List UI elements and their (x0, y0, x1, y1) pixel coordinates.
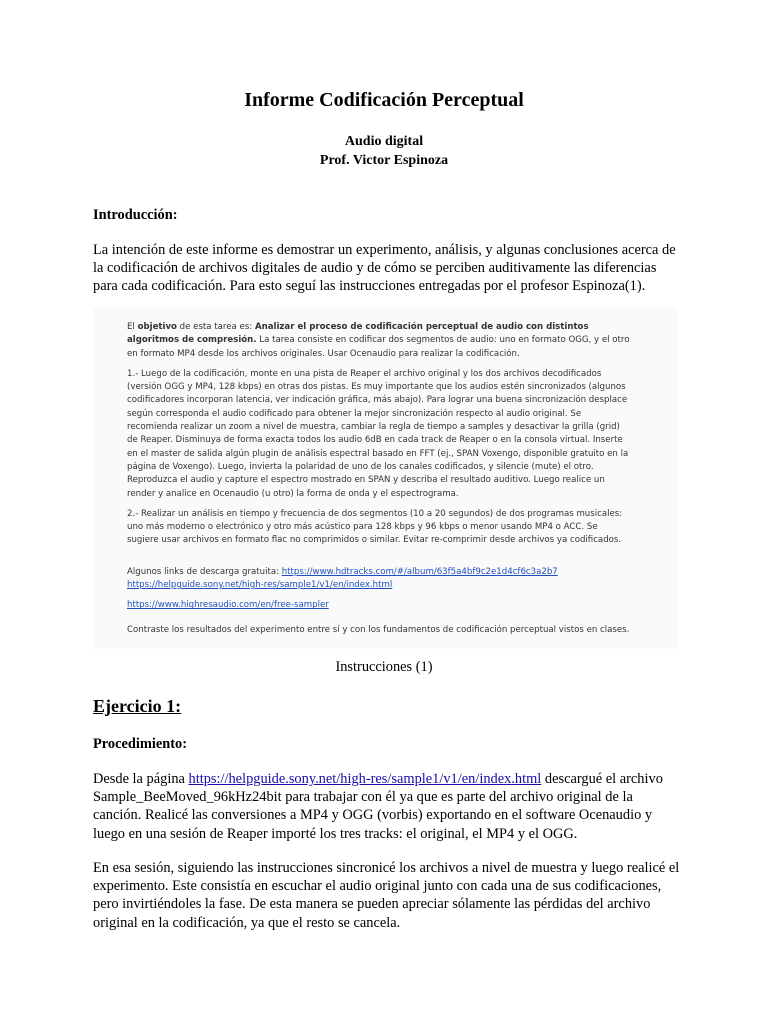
document-title: Informe Codificación Perceptual (244, 89, 524, 111)
instructions-step-1: 1.- Luego de la codificación, monte en una pista de Reaper el archivo original y los dos archivos decodificados (versión OGG y MP4, 128 kbps) en otras dos pistas. Es muy importante que los audios estén sincronizados (algunos codificadores incorporan latencia, ver indicación gráfica, más abajo). Para lograr una buena sincronización desplace según corresponda el audio codificado para obtener la mejor sincronización respecto al audio original. Se recomienda realizar un zoom a nivel de muestra, cambiar la regla de tiempo a samples y desactivar la grilla (grid) de Reaper. Disminuya de forma exacta todos los audio 6dB en cada track de Reaper o en la consola virtual. Inserte en el master de salida algún plugin de análisis espectral basado en FFT (ej., SPAN Voxengo, disponible gratuito en la página de Voxengo). Luego, invierta la polaridad de uno de los canales codificados, y silencie (mute) el otro. Reproduzca el audio y capture el espectro mostrado en SPAN y describa el resultado auditivo. Luego realice un render y analice en Ocenaudio (u otro) la forma de onda y el espectrograma. (127, 368, 629, 499)
instructions-objective (127, 321, 632, 361)
objective-label: objetivo (137, 322, 177, 332)
links-label: Algunos links de descarga gratuita: (127, 566, 282, 577)
figure-caption: Instrucciones (1) (335, 659, 433, 675)
procedure-text-after-link: descargué el archivo Sample_BeeMoved_96kHz24bit para trabajar con él ya que es parte del archivo original de la canción. Realicé las conversiones a MP4 y OGG (vorbis) exportando en el software Ocenaudio y luego en una sesión de Reaper importé los tres tracks: el original, el MP4 y el OGG. (93, 771, 663, 842)
instructions-step-2: 2.- Realizar un análisis en tiempo y frecuencia de dos segmentos (10 a 20 segundos) de dos programas musicales: uno más moderno o electrónico y otro más acústico para 128 kbps y 96 kbps o menor usando MP4 o ACC. Se sugiere usar archivos en formato flac no comprimidos o similar. Evitar re-comprimir desde archivos ya codificados. (127, 508, 623, 546)
download-links (127, 566, 632, 593)
procedure-paragraph-2: En esa sesión, siguiendo las instrucciones sincronicé los archivos a nivel de muestra y luego realicé el experimento. Este consistía en escuchar el audio original junto con cada una de sus codificaciones, pero invirtiéndoles la fase. De esta manera se pueden apreciar sólamente las pérdidas del archivo original en la codificación, ya que el resto se cancela. (93, 860, 680, 931)
objective-text-a: El (127, 322, 138, 332)
instructions-closing: Contraste los resultados del experimento entre sí y con los fundamentos de codificación perceptual vistos en clases. (127, 624, 630, 635)
link-sony-helpguide[interactable]: https://helpguide.sony.net/high-res/sample1/v1/en/index.html (127, 580, 393, 591)
objective-goal: Analizar el proceso de codificación perceptual de audio con distintos algoritmos de compresión. (127, 322, 589, 346)
document-author: Prof. Victor Espinoza (319, 153, 449, 168)
objective-text-c: de esta tarea es: (176, 322, 255, 332)
intro-heading: Introducción: (93, 207, 178, 223)
link-hdtracks[interactable]: https://www.hdtracks.com/#/album/63f5a4bf9c2e1d4cf6c3a2b7 (281, 566, 558, 577)
exercise-heading: Ejercicio 1: (93, 696, 182, 716)
procedure-heading: Procedimiento: (93, 736, 188, 752)
procedure-paragraph-1 (93, 770, 683, 843)
link-highresaudio[interactable]: https://www.highresaudio.com/en/free-sampler (127, 600, 329, 611)
procedure-sony-link[interactable]: https://helpguide.sony.net/high-res/sample1/v1/en/index.html (188, 771, 542, 787)
instructions-image (93, 307, 678, 649)
procedure-text-before-link: Desde la página (93, 771, 189, 787)
document-subtitle: Audio digital (344, 134, 424, 149)
instructions-text (127, 321, 632, 637)
intro-paragraph: La intención de este informe es demostrar un experimento, análisis, y algunas conclusiones acerca de la codificación de archivos digitales de audio y de cómo se perciben auditivamente las diferencias para cada codificación. Para esto seguí las instrucciones entregadas por el profesor Espinoza(1). (93, 242, 676, 295)
link-highresaudio-line (127, 599, 632, 612)
objective-text-e: La tarea consiste en codificar dos segmentos de audio: uno en formato OGG, y el otro en formato MP4 desde los archivos originales. Usar Ocenaudio para realizar la codificación. (127, 335, 630, 359)
